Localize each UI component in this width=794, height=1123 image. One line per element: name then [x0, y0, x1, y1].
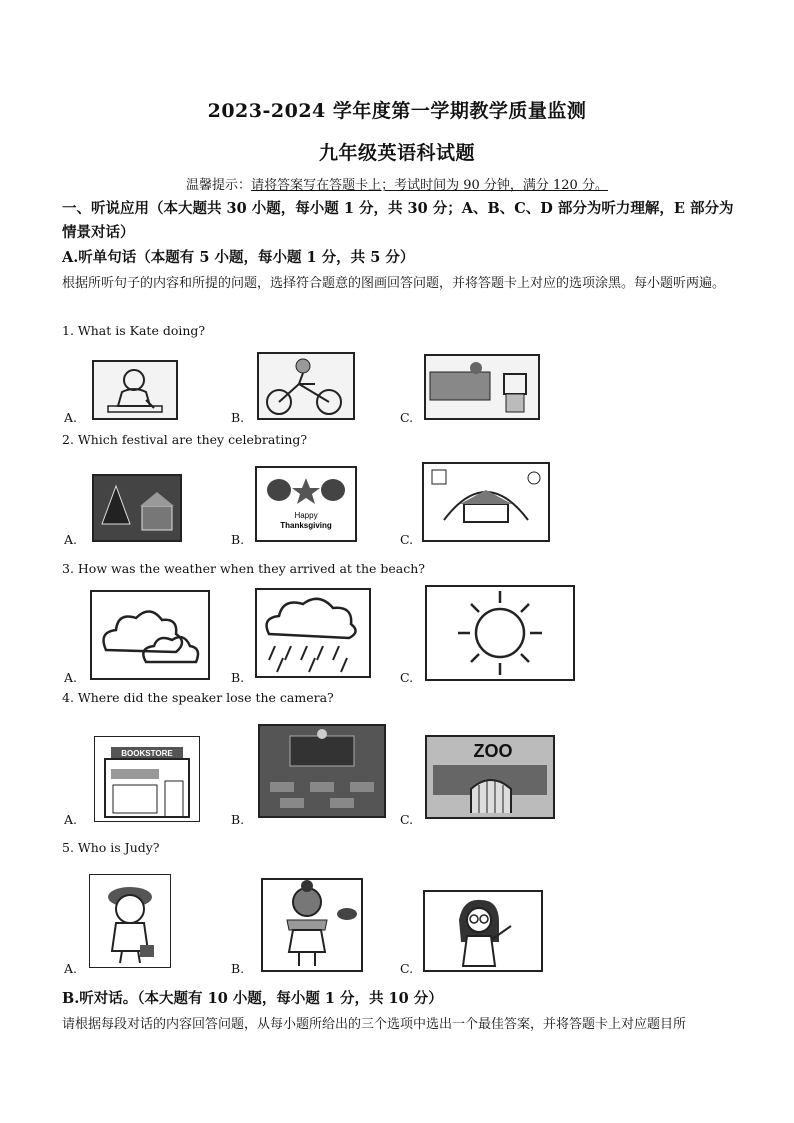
exam-title: 2023-2024 学年度第一学期教学质量监测 [207, 100, 587, 122]
part-b-heading: B.听对话。（本大题有 10 小题，每小题 1 分，共 10 分） [62, 990, 443, 1007]
exam-subtitle: 九年级英语科试题 [318, 142, 475, 164]
image-classroom [258, 724, 386, 818]
tip-prefix: 温馨提示： [186, 178, 252, 193]
image-cloudy [90, 590, 210, 680]
image-national-day-tiananmen [422, 462, 550, 542]
zoo-sign: ZOO [473, 741, 513, 761]
bookstore-sign: BOOKSTORE [121, 749, 173, 758]
image-girl-riding-bike [257, 352, 355, 420]
option-label-b: B. [231, 670, 245, 685]
image-girl-writing [92, 360, 178, 420]
part-a-heading: A.听单句话（本题有 5 小题，每小题 1 分，共 5 分） [62, 249, 415, 266]
image-christmas-scene [92, 474, 182, 542]
option-label-b: B. [231, 812, 245, 827]
question-2: 2. Which festival are they celebrating? [62, 432, 308, 447]
image-zoo [425, 735, 555, 819]
image-girl-with-scarf [261, 878, 363, 972]
part-a-instructions: 根据所听句子的内容和所提的问题，选择符合题意的图画回答问题，并将答题卡上对应的选项涂黑。每小题听两遍。 [62, 276, 726, 291]
image-girl-with-glasses [423, 890, 543, 972]
exam-tip [0, 174, 794, 193]
image-rainy [255, 588, 371, 678]
option-label-c: C. [400, 812, 414, 827]
tip-body: 请将答案写在答题卡上；考试时间为 90 分钟，满分 120 分。 [251, 178, 608, 193]
option-label-c: C. [400, 532, 414, 547]
image-bookstore [94, 736, 200, 822]
option-label-b: B. [231, 961, 245, 976]
question-4: 4. Where did the speaker lose the camera? [62, 690, 334, 705]
question-5: 5. Who is Judy? [62, 840, 160, 855]
card-text-thanksgiving: Thanksgiving [280, 521, 332, 530]
image-sunny [425, 585, 575, 681]
question-1: 1. What is Kate doing? [62, 323, 206, 338]
option-label-b: B. [231, 410, 245, 425]
option-label-a: A. [64, 410, 78, 425]
card-text-happy: Happy [294, 511, 318, 520]
question-3: 3. How was the weather when they arrived at the beach? [62, 561, 425, 576]
image-thanksgiving-card [255, 466, 357, 542]
part-b-instructions: 请根据每段对话的内容回答问题，从每小题所给出的三个选项中选出一个最佳答案，并将答题卡上对应题目所 [62, 1017, 687, 1032]
option-label-a: A. [64, 961, 78, 976]
option-label-c: C. [400, 670, 414, 685]
option-label-a: A. [64, 812, 78, 827]
image-girl-with-hat-and-bag [89, 874, 171, 968]
option-label-c: C. [400, 961, 414, 976]
option-label-b: B. [231, 532, 245, 547]
option-label-a: A. [64, 532, 78, 547]
option-label-a: A. [64, 670, 78, 685]
option-label-c: C. [400, 410, 414, 425]
section-heading: 一、听说应用（本大题共 30 小题，每小题 1 分，共 30 分；A、B、C、D 部分为听力理解，E 部分为情景对话） [62, 200, 734, 241]
image-tv-room [424, 354, 540, 420]
